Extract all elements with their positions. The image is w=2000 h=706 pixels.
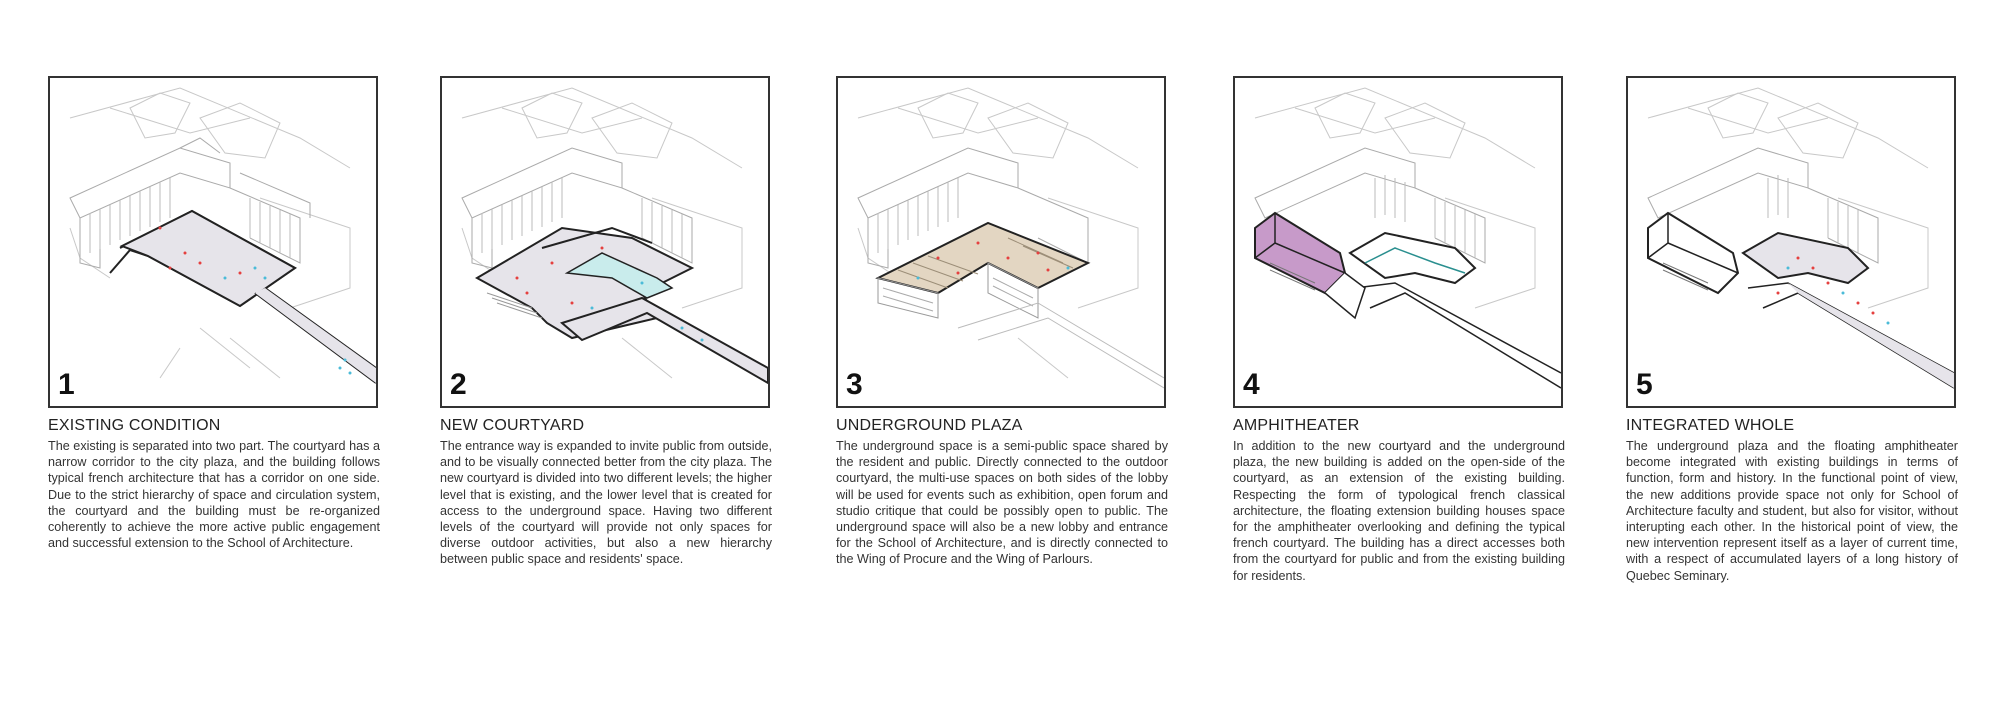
axonometric-diagram-3 <box>838 78 1164 406</box>
step-number: 4 <box>1243 368 1260 401</box>
step-description: The underground plaza and the floating amphitheater become integrated with existing buildings in terms of function, form and history. In the functional point of view, the new additions provide space not only for School of Architecture faculty and student, but also for visitor, without interupting each other. In the historical point of view, the new intervention represent itself as a layer of current time, with a respect of accumulated layers of a long history of Quebec Seminary. <box>1626 439 1958 583</box>
diagram-frame-5 <box>1626 76 1956 408</box>
step-title: EXISTING CONDITION <box>48 417 221 434</box>
step-title: INTEGRATED WHOLE <box>1626 417 1795 434</box>
axonometric-diagram-4 <box>1235 78 1561 406</box>
step-number: 2 <box>450 368 467 401</box>
step-title: AMPHITHEATER <box>1233 417 1360 434</box>
diagram-frame-2 <box>440 76 770 408</box>
underground-plaza-3 <box>878 223 1088 293</box>
step-title: NEW COURTYARD <box>440 417 585 434</box>
step-number: 1 <box>58 368 75 401</box>
axonometric-diagram-5 <box>1628 78 1954 406</box>
diagram-frame-1 <box>48 76 378 408</box>
integrated-courtyard-5 <box>1743 233 1868 283</box>
step-title: UNDERGROUND PLAZA <box>836 417 1023 434</box>
step-description: The underground space is a semi-public space shared by the resident and public. Directly connected to the outdoor courtyard, the multi-use spaces on both sides of the lobby will be used for events such as exhibition, open forum and studio critique that could be possibly open to public. The underground space will also be a new lobby and entrance for the School of Architecture, and is directly connected to the Wing of Procure and the Wing of Parlours. <box>836 439 1168 567</box>
axonometric-diagram-2 <box>442 78 768 406</box>
diagram-frame-4 <box>1233 76 1563 408</box>
step-number: 3 <box>846 368 863 401</box>
step-number: 5 <box>1636 368 1653 401</box>
step-description: The entrance way is expanded to invite public from outside, and to be visually connected better from the city plaza. The new courtyard is divided into two different levels; the higher level that is existing, and the lower level that is created for access to the underground space. Having two different levels of the courtyard will provide not only spaces for diverse outdoor activities, but also a new hierarchy between public space and residents' space. <box>440 439 772 567</box>
step-description: In addition to the new courtyard and the underground plaza, the new building is added on the open-side of the courtyard, as an extension of the existing building. Respecting the form of typological french classical architecture, the floating extension building houses space for the amphitheater overlooking and defining the typical french courtyard. The building has a direct accesses both from the courtyard for public and from the existing building for residents. <box>1233 439 1565 583</box>
diagram-frame-3 <box>836 76 1166 408</box>
axonometric-diagram-1 <box>50 78 376 406</box>
step-description: The existing is separated into two part. The courtyard has a narrow corridor to the city plaza, and the building follows typical french architecture that has a corridor on one side. Due to the strict hierarchy of space and circulation system, the courtyard and the building must be re-organized coherently to achieve the more active public engagement and successful extension to the School of Architecture. <box>48 439 380 551</box>
